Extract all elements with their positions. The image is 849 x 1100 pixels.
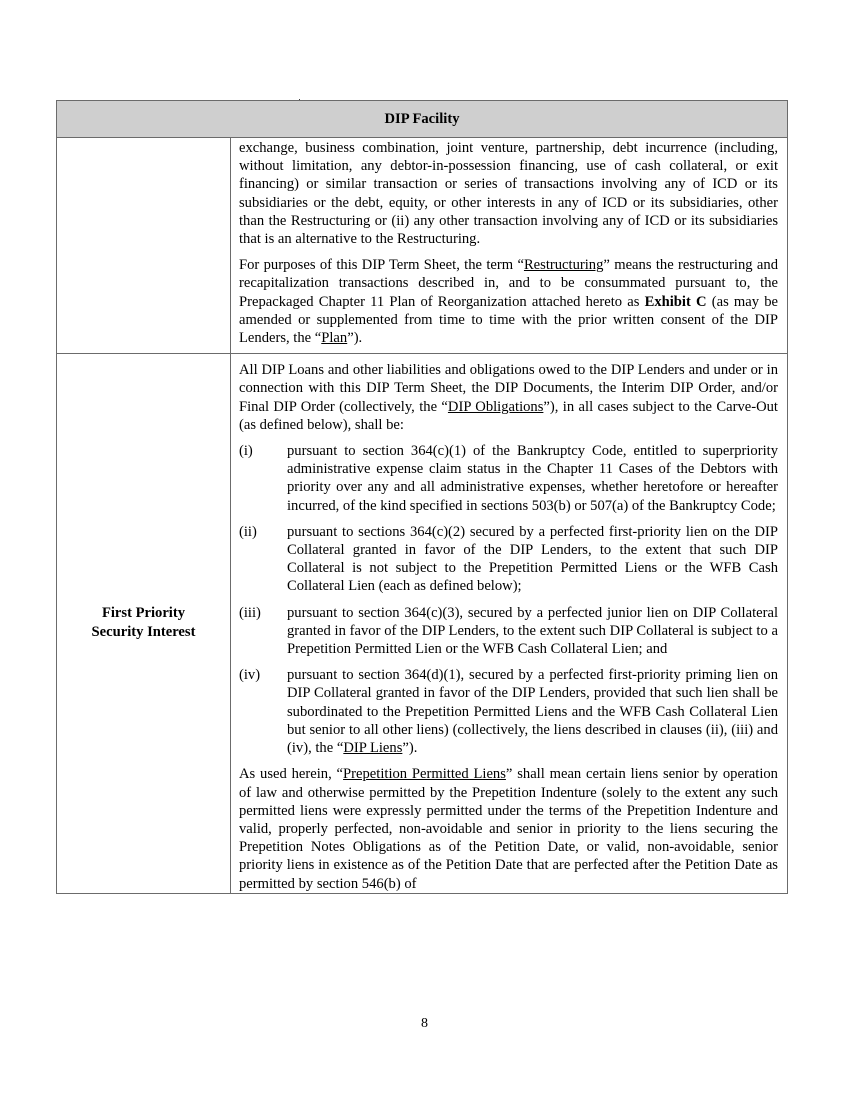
row-content [231, 354, 788, 893]
defined-term-dip-obligations: DIP Obligations [447, 398, 544, 415]
term-sheet-table [56, 100, 788, 894]
clause-text: pursuant to section 364(c)(3), secured by a perfected junior lien on DIP Collateral granted in favor of the DIP Lenders, to the extent such DIP Collateral is subject to a Prepetition Permitted Lien or the WFB Cash Collateral Lien; and [287, 604, 778, 658]
clause-item [239, 442, 778, 515]
outro-paragraph: As used herein, “Prepetition Permitted Liens” shall mean certain liens senior by operation of law and otherwise permitted by the Prepetition Indenture (solely to the extent any such permitted liens were expressly permitted under the terms of the Prepetition Indenture and valid, properly perfected, non-avoidable and senior in priority to the liens securing the Prepetition Notes Obligations as of the Petition Date, or valid, non-avoidable, senior priority liens in existence as of the Petition Date that are perfected after the Petition Date as permitted by section 546(b) of [239, 766, 778, 892]
clause-item [239, 604, 778, 659]
row-label-empty [57, 138, 231, 354]
row-label-line: Security Interest [91, 624, 196, 641]
exhibit-reference: Exhibit C [644, 293, 707, 310]
row-label-line: First Priority [101, 605, 186, 622]
clause-item [239, 523, 778, 596]
continuation-paragraph: exchange, business combination, joint venture, partnership, debt incurrence (including, without limitation, any debtor-in-possession financing, use of cash collateral, or exit financing) or similar transaction or series of transactions involving any of ICD or its subsidiaries or the debt, equity, or other interests in any of ICD or its subsidiaries, other than the Restructuring or (ii) any other transaction involving any of ICD or its subsidiaries that is an alternative to the Restructuring. [239, 140, 778, 248]
clause-text: pursuant to section 364(d)(1), secured by a perfected first-priority priming lien on DIP Collateral granted in favor of the DIP Lenders, provided that such lien shall be subordinated to the Prepetition Permitted Liens and the WFB Cash Collateral Lien but senior to all other liens) (collectively, the liens described in clauses (ii), (iii) and (iv), the “DIP Liens”). [287, 667, 778, 757]
clause-text: pursuant to sections 364(c)(2) secured by a perfected first-priority lien on the DIP Collateral granted in favor of the DIP Lenders, to the extent that such DIP Collateral is not subject to the Prepetition Permitted Liens or the WFB Cash Collateral Lien (each as defined below); [287, 523, 778, 595]
clause-number: (ii) [239, 523, 257, 540]
row-label [57, 354, 231, 893]
table-header: DIP Facility [57, 101, 788, 138]
table-row [57, 138, 788, 354]
defined-term-dip-liens: DIP Liens [343, 740, 403, 757]
restructuring-definition: For purposes of this DIP Term Sheet, the term “Restructuring” means the restructuring and recapitalization transactions described in, and to be consummated pursuant to, the Prepackaged Chapter 11 Plan of Reorganization attached hereto as Exhibit C (as may be amended or supplemented from time to time with the prior written consent of the DIP Lenders, the “Plan”). [239, 257, 779, 347]
clause-item [239, 666, 778, 757]
table-header-row [57, 101, 788, 138]
table-row [57, 354, 788, 893]
clause-text: pursuant to section 364(c)(1) of the Bankruptcy Code, entitled to superpriority administrative expense claim status in the Chapter 11 Cases of the Debtors with priority over any and all administrative expenses, whether heretofore or hereafter incurred, of the kind specified in sections 503(b) or 507(a) of the Bankruptcy Code; [287, 443, 778, 514]
row-content [231, 138, 788, 354]
defined-term-plan: Plan [321, 330, 348, 347]
intro-paragraph: All DIP Loans and other liabilities and obligations owed to the DIP Lenders and under or in connection with this DIP Term Sheet, the DIP Documents, the Interim DIP Order, and/or Final DIP Order (collectively, the “DIP Obligations”), in all cases subject to the Carve-Out (as defined below), shall be: [239, 362, 778, 433]
clause-number: (iv) [239, 667, 261, 684]
defined-term-restructuring: Restructuring [523, 257, 604, 274]
defined-term-prepetition-permitted-liens: Prepetition Permitted Liens [343, 766, 506, 783]
clause-number: (iii) [239, 604, 261, 621]
page-number: 8 [421, 1016, 428, 1031]
clause-number: (i) [239, 443, 253, 460]
